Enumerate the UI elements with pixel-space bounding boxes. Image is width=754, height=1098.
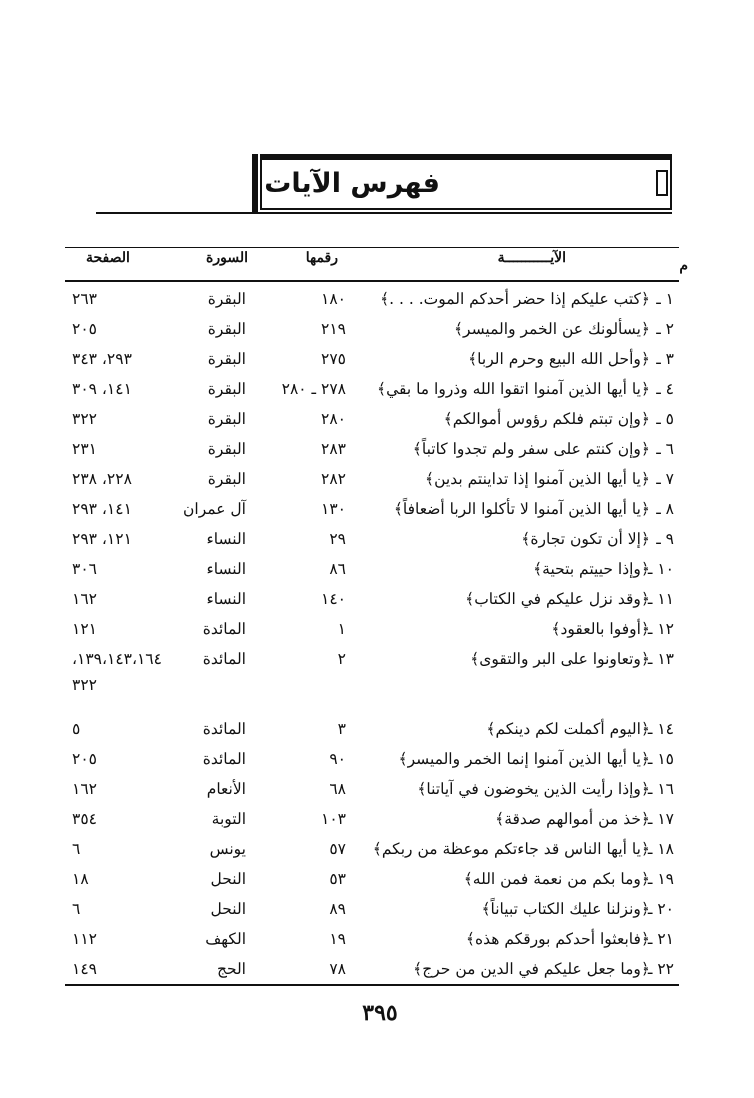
- surah-name: الكهف: [205, 930, 246, 948]
- ayah-text: ﴿ونزلنا عليك الكتاب تبياناً﴾: [481, 900, 650, 918]
- page-ref: ١٤٩: [72, 960, 97, 978]
- page-ref: ١١٢: [72, 930, 97, 948]
- ayah-number: ١٣٠: [321, 500, 346, 518]
- ayah-text: ﴿وإن تبتم فلكم رؤوس أموالكم﴾: [443, 410, 650, 428]
- table-row: [0, 716, 754, 746]
- ayah-text: ﴿وإذا حييتم بتحية﴾: [533, 560, 650, 578]
- ayah-number: ١٩: [329, 930, 346, 948]
- row-number: ١١ ـ: [647, 590, 674, 608]
- header-rule: [65, 247, 679, 248]
- page-ref: ٣٥٤: [72, 810, 97, 828]
- page-ref: ١٤١، ٢٩٣: [72, 500, 132, 518]
- table-row: [0, 376, 754, 406]
- row-number: ١٧ ـ: [647, 810, 674, 828]
- page-ref: ١٤١، ٣٠٩: [72, 380, 132, 398]
- ayah-number: ٢٨٠: [321, 410, 346, 428]
- ayah-text: ﴿فابعثوا أحدكم بورقكم هذه﴾: [465, 930, 650, 948]
- surah-name: البقرة: [207, 440, 246, 458]
- ayah-number: ٧٨: [329, 960, 346, 978]
- surah-name: آل عمران: [183, 500, 246, 518]
- ayah-text: ﴿وتعاونوا على البر والتقوى﴾: [470, 650, 650, 668]
- ayah-text: ﴿وإن كنتم على سفر ولم تجدوا كاتباً﴾: [412, 440, 650, 458]
- table-row: [0, 466, 754, 496]
- row-number: ٢ ـ: [656, 320, 674, 338]
- row-number: ٨ ـ: [656, 500, 674, 518]
- ayah-text: ﴿يا أيها الذين آمنوا اتقوا الله وذروا ما بقي﴾: [377, 380, 650, 398]
- ayah-number: ٢٧٥: [321, 350, 346, 368]
- ayah-number: ٩٠: [329, 750, 346, 768]
- row-number: ١٨ ـ: [647, 840, 674, 858]
- row-number: ١ ـ: [656, 290, 674, 308]
- ayah-text: ﴿يا أيها الناس قد جاءتكم موعظة من ربكم﴾: [372, 840, 650, 858]
- surah-name: التوبة: [211, 810, 246, 828]
- ayah-text: ﴿يا أيها الذين آمنوا إذا تداينتم بدين﴾: [425, 470, 650, 488]
- surah-name: النساء: [206, 530, 246, 548]
- page-number: ٣٩٥: [362, 1000, 398, 1026]
- col-header-surah: السورة: [206, 250, 248, 266]
- surah-name: البقرة: [207, 380, 246, 398]
- table-row: [0, 406, 754, 436]
- table-row: [0, 776, 754, 806]
- table-row: [0, 316, 754, 346]
- row-number: ٢١ ـ: [647, 930, 674, 948]
- ayah-number: ١٠٣: [321, 810, 346, 828]
- page-ref: ٦: [72, 840, 81, 858]
- ayah-text: ﴿يا أيها الذين آمنوا لا تأكلوا الربا أضعافاً﴾: [393, 500, 650, 518]
- table-row: [0, 926, 754, 956]
- table-row: [0, 616, 754, 646]
- table-bottom-rule: [65, 984, 679, 986]
- row-number: ١٤ ـ: [647, 720, 674, 738]
- page-ref: ٢٠٥: [72, 750, 97, 768]
- ayah-number: ٦٨: [329, 780, 346, 798]
- ayah-number: ٢: [337, 650, 346, 668]
- ayah-number: ٣: [337, 720, 346, 738]
- page-title: فهرس الآيات: [264, 168, 440, 199]
- col-header-raqm: رقمها: [305, 250, 338, 266]
- page-ref: ٥: [72, 720, 81, 738]
- page-ref: ٦: [72, 900, 81, 918]
- table-row: [0, 286, 754, 316]
- ayah-text: ﴿وما جعل عليكم في الدين من حرج﴾: [413, 960, 650, 978]
- ayah-number: ٨٦: [329, 560, 346, 578]
- ayah-number: ٨٩: [329, 900, 346, 918]
- ayah-number: ١٨٠: [321, 290, 346, 308]
- row-number: ٤ ـ: [656, 380, 674, 398]
- surah-name: البقرة: [207, 290, 246, 308]
- row-number: ١٦ ـ: [647, 780, 674, 798]
- table-row: [0, 806, 754, 836]
- surah-name: البقرة: [207, 410, 246, 428]
- page-ref: ١٣٩،١٤٣،١٦٤،: [72, 650, 162, 668]
- title-square-mark: [656, 170, 668, 196]
- col-header-ayah: الآيـــــــــــة: [497, 250, 566, 266]
- surah-name: المائدة: [202, 750, 246, 768]
- ayah-number: ٢١٩: [321, 320, 346, 338]
- table-row: [0, 646, 754, 694]
- page-ref-continued: ٣٢٢: [72, 676, 97, 694]
- col-header-num: م: [679, 258, 688, 274]
- header-rule-bottom: [65, 280, 679, 282]
- ayah-number: ٢٨٣: [321, 440, 346, 458]
- surah-name: الأنعام: [206, 780, 246, 798]
- surah-name: يونس: [209, 840, 246, 858]
- title-box: [260, 154, 672, 210]
- table-row: [0, 346, 754, 376]
- surah-name: الحج: [216, 960, 246, 978]
- row-number: ٥ ـ: [656, 410, 674, 428]
- row-number: ٢٠ ـ: [647, 900, 674, 918]
- surah-name: البقرة: [207, 350, 246, 368]
- col-header-page: الصفحة: [86, 250, 130, 266]
- ayah-text: ﴿خذ من أموالهم صدقة﴾: [495, 810, 650, 828]
- row-number: ١٥ ـ: [647, 750, 674, 768]
- title-box-shadow: [252, 154, 258, 214]
- page-ref: ٢٣١: [72, 440, 97, 458]
- ayah-text: ﴿يسألونك عن الخمر والميسر﴾: [453, 320, 650, 338]
- ayah-number: ٢٨٢: [321, 470, 346, 488]
- page-ref: ٢٢٨، ٢٣٨: [72, 470, 132, 488]
- page-ref: ١٢١: [72, 620, 97, 638]
- page-ref: ٢٦٣: [72, 290, 97, 308]
- table-row: [0, 436, 754, 466]
- row-number: ١٣ ـ: [647, 650, 674, 668]
- table-row: [0, 586, 754, 616]
- row-number: ٦ ـ: [656, 440, 674, 458]
- page-ref: ٣٢٢: [72, 410, 97, 428]
- row-number: ٧ ـ: [656, 470, 674, 488]
- table-row: [0, 526, 754, 556]
- ayah-text: ﴿وإذا رأيت الذين يخوضون في آياتنا﴾: [417, 780, 650, 798]
- surah-name: النحل: [210, 900, 246, 918]
- surah-name: البقرة: [207, 320, 246, 338]
- table-row: [0, 956, 754, 986]
- row-number: ٩ ـ: [656, 530, 674, 548]
- ayah-text: ﴿كتب عليكم إذا حضر أحدكم الموت. . . .﴾: [380, 290, 650, 308]
- page-ref: ١٦٢: [72, 780, 97, 798]
- ayah-text: ﴿وما بكم من نعمة فمن الله﴾: [463, 870, 650, 888]
- page-ref: ١٦٢: [72, 590, 97, 608]
- page-ref: ٣٠٦: [72, 560, 97, 578]
- surah-name: المائدة: [202, 720, 246, 738]
- surah-name: النساء: [206, 560, 246, 578]
- ayah-text: ﴿اليوم أكملت لكم دينكم﴾: [486, 720, 650, 738]
- title-underline: [96, 212, 672, 214]
- ayah-text: ﴿أوفوا بالعقود﴾: [551, 620, 650, 638]
- ayah-number: ١: [337, 620, 346, 638]
- ayah-text: ﴿إلا أن تكون تجارة﴾: [521, 530, 650, 548]
- ayah-text: ﴿وأحل الله البيع وحرم الربا﴾: [468, 350, 650, 368]
- table-row: [0, 836, 754, 866]
- row-number: ١٩ ـ: [647, 870, 674, 888]
- ayah-text: ﴿وقد نزل عليكم في الكتاب﴾: [465, 590, 650, 608]
- ayah-number: ١٤٠: [321, 590, 346, 608]
- ayah-number: ٢٧٨ ـ ٢٨٠: [281, 380, 346, 398]
- page-ref: ١٨: [72, 870, 89, 888]
- table-row: [0, 496, 754, 526]
- page-ref: ٢٠٥: [72, 320, 97, 338]
- surah-name: النساء: [206, 590, 246, 608]
- table-row: [0, 556, 754, 586]
- table-row: [0, 896, 754, 926]
- surah-name: المائدة: [202, 620, 246, 638]
- row-number: ٢٢ ـ: [647, 960, 674, 978]
- ayah-number: ٢٩: [329, 530, 346, 548]
- page-ref: ٢٩٣، ٣٤٣: [72, 350, 132, 368]
- row-number: ٣ ـ: [656, 350, 674, 368]
- row-number: ١٠ ـ: [647, 560, 674, 578]
- table-row: [0, 866, 754, 896]
- table-row: [0, 746, 754, 776]
- ayah-number: ٥٣: [329, 870, 346, 888]
- ayah-number: ٥٧: [329, 840, 346, 858]
- row-number: ١٢ ـ: [647, 620, 674, 638]
- ayah-text: ﴿يا أيها الذين آمنوا إنما الخمر والميسر﴾: [398, 750, 650, 768]
- page-ref: ١٢١، ٢٩٣: [72, 530, 132, 548]
- surah-name: النحل: [210, 870, 246, 888]
- surah-name: المائدة: [202, 650, 246, 668]
- surah-name: البقرة: [207, 470, 246, 488]
